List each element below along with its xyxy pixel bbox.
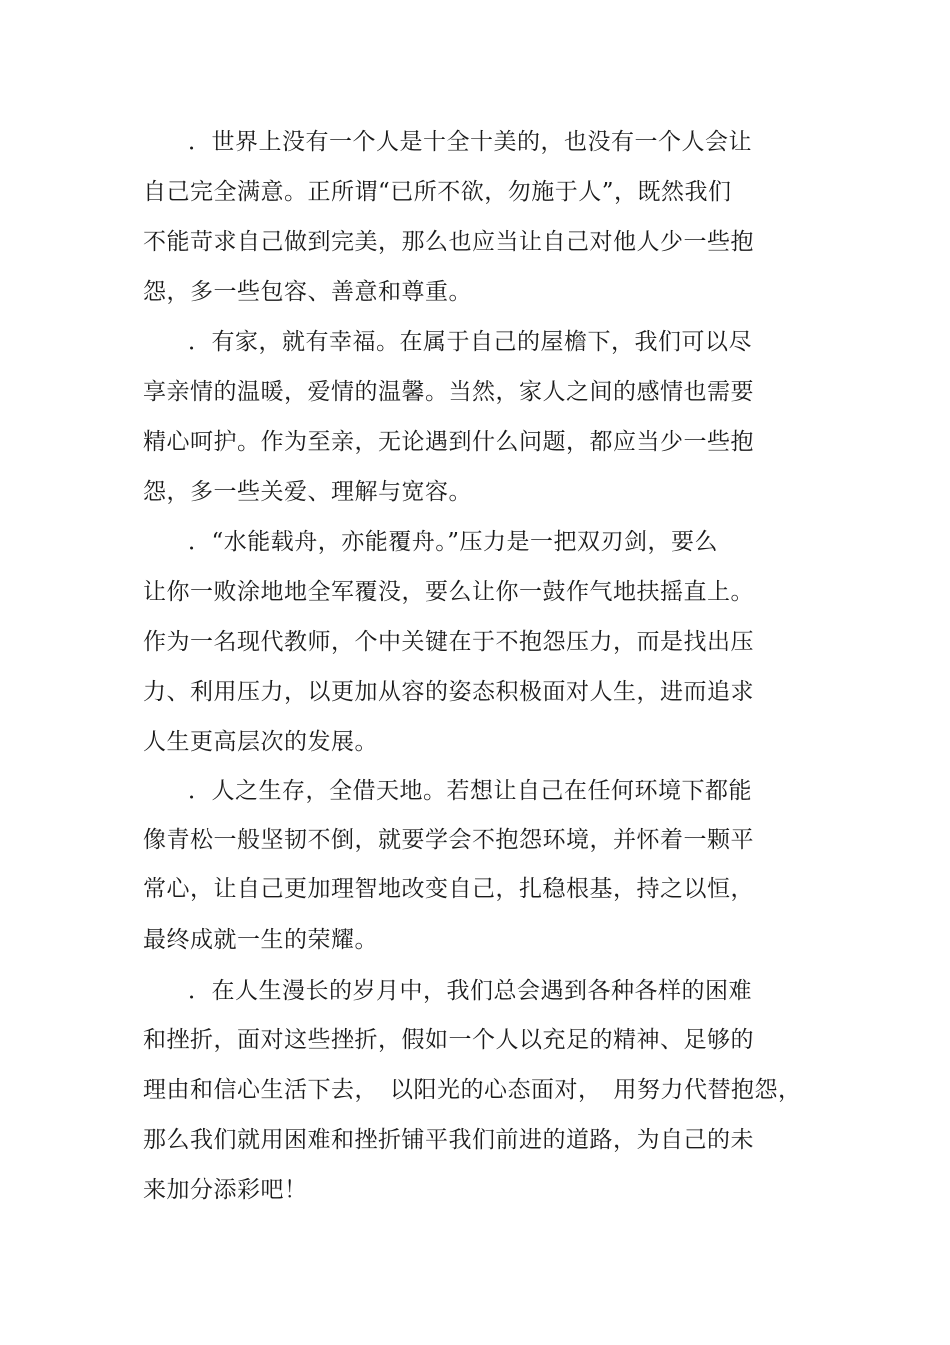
paragraph-4-line-4: 最终成就一生的荣耀。 [143, 927, 378, 953]
paragraph-2-line-3: 精心呵护。作为至亲，无论遇到什么问题，都应当少一些抱 [143, 429, 754, 455]
paragraph-1-line-4: 怨，多一些包容、善意和尊重。 [143, 279, 472, 305]
paragraph-3-line-5: 人生更高层次的发展。 [143, 729, 378, 755]
paragraph-5-line-3: 理由和信心生活下去， 以阳光的心态面对， 用努力代替抱怨， [143, 1077, 802, 1103]
paragraph-3-line-2: 让你一败涂地地全军覆没，要么让你一鼓作气地扶摇直上。 [143, 579, 754, 605]
paragraph-4-line-1: ．人之生存，全借天地。若想让自己在任何环境下都能 [188, 778, 752, 804]
paragraph-1-line-3: 不能苛求自己做到完美，那么也应当让自己对他人少一些抱 [143, 229, 754, 255]
paragraph-2-line-1: ．有家，就有幸福。在属于自己的屋檐下，我们可以尽 [188, 329, 752, 355]
paragraph-1-line-1: ．世界上没有一个人是十全十美的，也没有一个人会让 [188, 129, 752, 155]
paragraph-5-line-2: 和挫折，面对这些挫折，假如一个人以充足的精神、足够的 [143, 1027, 754, 1053]
paragraph-3-line-1: ．“水能载舟，亦能覆舟。”压力是一把双刃剑，要么 [188, 529, 719, 555]
paragraph-1-line-2: 自己完全满意。正所谓“已所不欲，勿施于人”，既然我们 [143, 179, 732, 205]
paragraph-3-line-3: 作为一名现代教师，个中关键在于不抱怨压力，而是找出压 [143, 629, 754, 655]
paragraph-5-line-1: ．在人生漫长的岁月中，我们总会遇到各种各样的困难 [188, 978, 752, 1004]
paragraph-3-line-4: 力、利用压力，以更加从容的姿态积极面对人生，进而追求 [143, 679, 754, 705]
paragraph-2-line-4: 怨，多一些关爱、理解与宽容。 [143, 479, 472, 505]
paragraph-4-line-3: 常心，让自己更加理智地改变自己，扎稳根基，持之以恒， [143, 876, 754, 902]
paragraph-2-line-2: 享亲情的温暖，爱情的温馨。当然，家人之间的感情也需要 [143, 379, 754, 405]
paragraph-4-line-2: 像青松一般坚韧不倒，就要学会不抱怨环境，并怀着一颗平 [143, 827, 754, 853]
paragraph-5-line-4: 那么我们就用困难和挫折铺平我们前进的道路，为自己的未 [143, 1127, 754, 1153]
paragraph-5-line-5: 来加分添彩吧！ [143, 1177, 308, 1203]
